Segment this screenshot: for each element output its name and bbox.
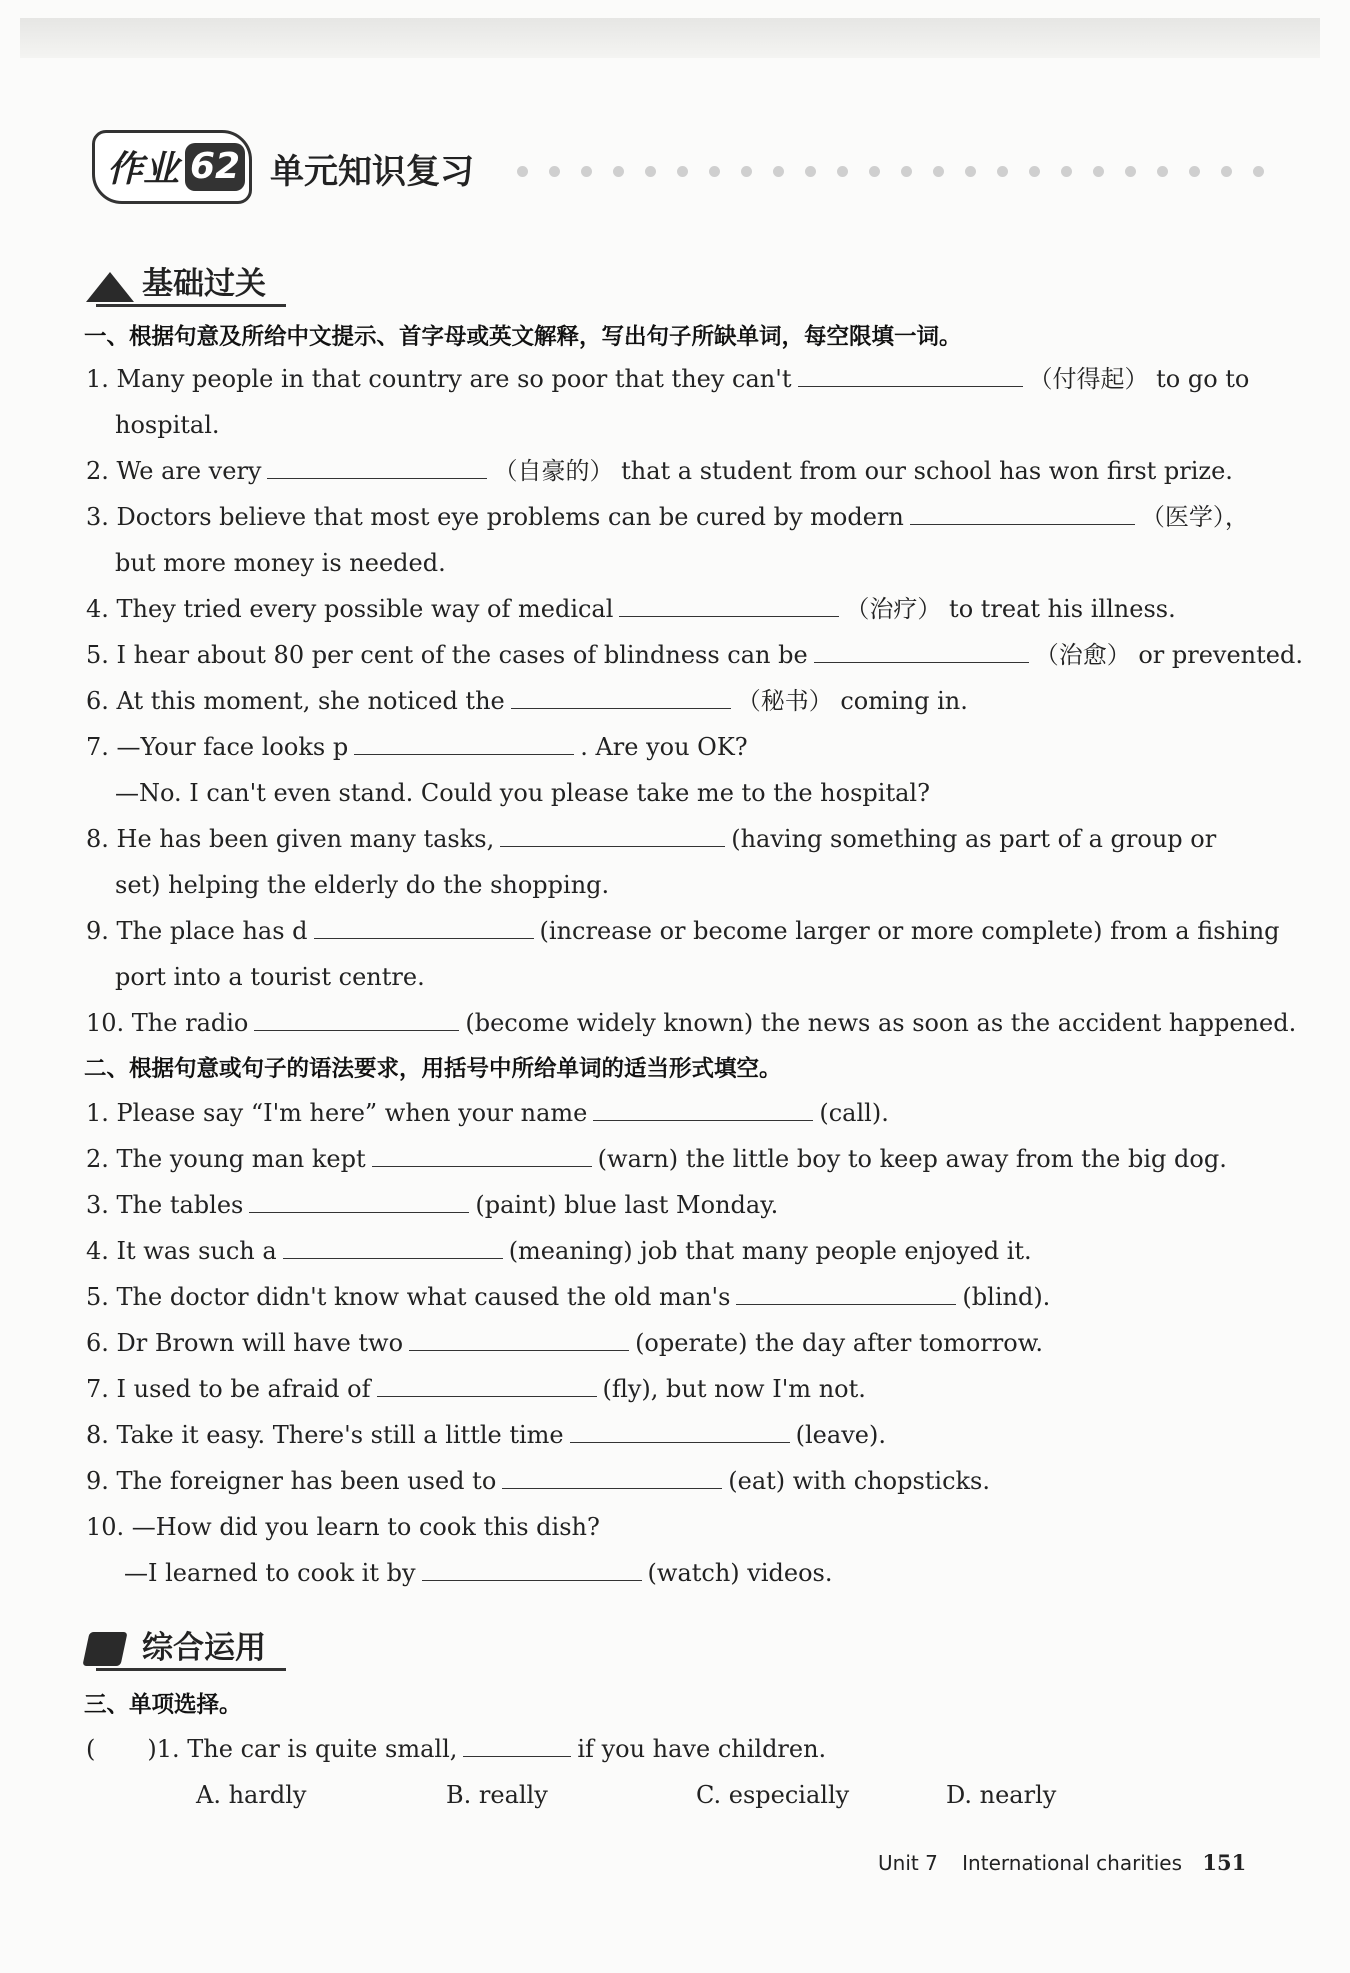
answer-blank[interactable] [500, 824, 725, 847]
scan-edge [20, 18, 1320, 58]
answer-blank[interactable] [463, 1734, 571, 1757]
answer-blank[interactable] [422, 1558, 642, 1581]
question-line: 3. The tables (paint) blue last Monday. [86, 1191, 779, 1219]
instruction-part1: 一、根据句意及所给中文提示、首字母或英文解释，写出句子所缺单词，每空限填一词。 [84, 324, 962, 350]
instruction-part3: 三、单项选择。 [84, 1692, 242, 1718]
answer-blank[interactable] [619, 594, 839, 617]
question-line: set) helping the elderly do the shopping. [115, 871, 610, 899]
answer-blank[interactable] [570, 1420, 790, 1443]
answer-blank[interactable] [798, 364, 1023, 387]
question-line: 6. At this moment, she noticed the （秘书） coming in. [86, 687, 968, 715]
answer-blank[interactable] [254, 1008, 459, 1031]
question-line: —I learned to cook it by (watch) videos. [124, 1559, 833, 1587]
question-line: 8. Take it easy. There's still a little time (leave). [86, 1421, 886, 1449]
block-icon [82, 1632, 127, 1666]
answer-blank[interactable] [267, 456, 487, 479]
page-number: 151 [1202, 1850, 1247, 1875]
homework-badge [92, 130, 252, 204]
answer-blank[interactable] [354, 732, 574, 755]
question-line: 3. Doctors believe that most eye problems can be cured by modern （医学）， [86, 503, 1249, 531]
answer-blank[interactable] [377, 1374, 597, 1397]
section-title: 综合运用 [142, 1630, 266, 1666]
option-c[interactable]: C. especially [696, 1781, 850, 1809]
homework-header [92, 130, 1322, 210]
question-line: 6. Dr Brown will have two (operate) the day after tomorrow. [86, 1329, 1044, 1357]
question-line: ( )1. The car is quite small, if you have children. [86, 1735, 827, 1763]
answer-blank[interactable] [502, 1466, 722, 1489]
question-line: 5. I hear about 80 per cent of the cases of blindness can be （治愈） or prevented. [86, 641, 1303, 669]
section-title: 基础过关 [142, 266, 266, 302]
answer-blank[interactable] [814, 640, 1029, 663]
question-line: 10. The radio (become widely known) the news as soon as the accident happened. [86, 1009, 1297, 1037]
badge-number: 62 [185, 143, 245, 191]
answer-blank[interactable] [283, 1236, 503, 1259]
answer-blank[interactable] [736, 1282, 956, 1305]
footer-title: International charities [962, 1851, 1182, 1875]
answer-blank[interactable] [372, 1144, 592, 1167]
page-footer [878, 1850, 1246, 1875]
question-line: 8. He has been given many tasks, (having something as part of a group or [86, 825, 1217, 853]
question-line: 7. I used to be afraid of (fly), but now I'm not. [86, 1375, 866, 1403]
triangle-icon [86, 272, 134, 302]
section-banner-basics [86, 258, 296, 306]
question-line: 1. Many people in that country are so poor that they can't （付得起） to go to [86, 365, 1250, 393]
answer-blank[interactable] [409, 1328, 629, 1351]
question-line: 9. The place has d (increase or become larger or more complete) from a fishing [86, 917, 1280, 945]
section-banner-comprehensive [86, 1622, 296, 1670]
question-line: 7. —Your face looks p . Are you OK? [86, 733, 748, 761]
answer-blank[interactable] [314, 916, 534, 939]
question-line: but more money is needed. [115, 549, 446, 577]
question-line: 4. They tried every possible way of medical （治疗） to treat his illness. [86, 595, 1176, 623]
option-a[interactable]: A. hardly [196, 1781, 307, 1809]
page-title: 单元知识复习 [270, 152, 474, 192]
question-line: 4. It was such a (meaning) job that many people enjoyed it. [86, 1237, 1032, 1265]
option-d[interactable]: D. nearly [946, 1781, 1057, 1809]
question-line: 9. The foreigner has been used to (eat) with chopsticks. [86, 1467, 991, 1495]
answer-blank[interactable] [593, 1098, 813, 1121]
option-b[interactable]: B. really [446, 1781, 548, 1809]
question-line: 10. —How did you learn to cook this dish? [86, 1513, 600, 1541]
badge-label: 作业 [107, 149, 180, 190]
question-line: 5. The doctor didn't know what caused the old man's (blind). [86, 1283, 1051, 1311]
question-line: —No. I can't even stand. Could you please take me to the hospital? [115, 779, 930, 807]
question-line: hospital. [115, 411, 220, 439]
decorative-dots [517, 166, 1317, 180]
footer-unit: Unit 7 [878, 1851, 938, 1875]
answer-blank[interactable] [511, 686, 731, 709]
question-line: 2. We are very （自豪的） that a student from our school has won first prize. [86, 457, 1233, 485]
answer-blank[interactable] [910, 502, 1135, 525]
instruction-part2: 二、根据句意或句子的语法要求，用括号中所给单词的适当形式填空。 [84, 1056, 782, 1082]
question-line: 1. Please say “I'm here” when your name (call). [86, 1099, 889, 1127]
question-line: port into a tourist centre. [115, 963, 425, 991]
answer-blank[interactable] [249, 1190, 469, 1213]
question-line: 2. The young man kept (warn) the little boy to keep away from the big dog. [86, 1145, 1227, 1173]
